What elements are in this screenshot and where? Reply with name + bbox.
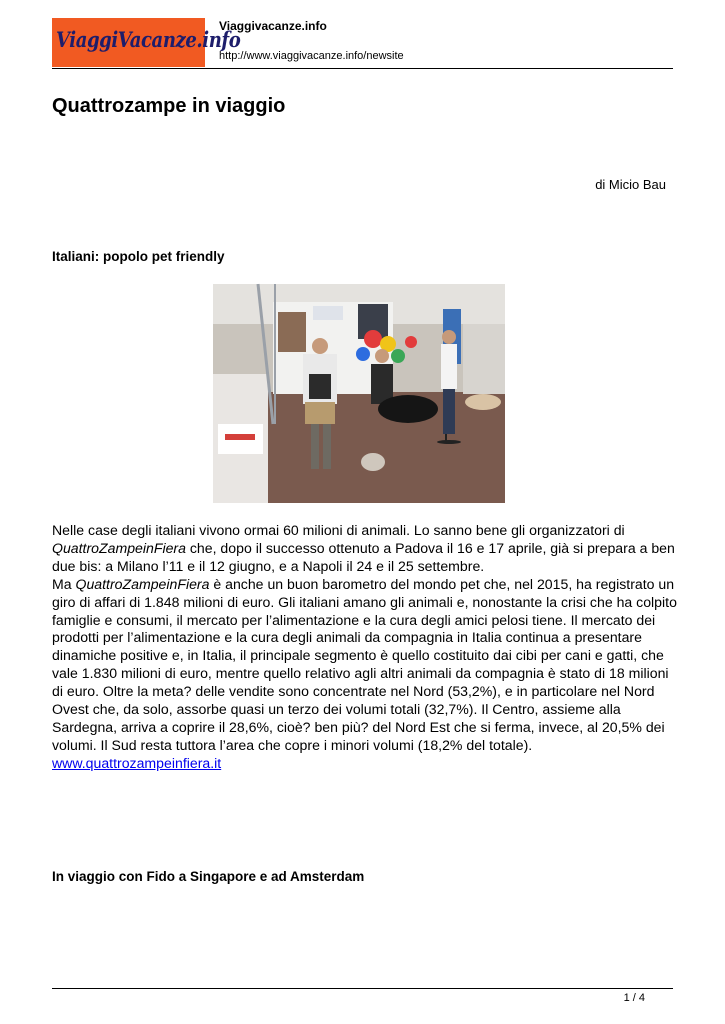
site-url: http://www.viaggivacanze.info/newsite	[219, 50, 404, 62]
logo-text: ViaggiVacanze.info	[56, 27, 241, 52]
paragraph-market	[52, 576, 680, 773]
article-body	[52, 522, 680, 773]
paragraph-intro-text-a: Nelle case degli italiani vivono ormai 60 milioni di animali. Lo sanno bene gli organizzatori di	[52, 522, 625, 538]
paragraph-market-text-b: è anche un buon barometro del mondo pet che, nel 2015, ha registrato un giro di affari di 1.848 milioni di euro. Gli italiani amano gli animali e, nonostante la crisi che ha colpito famiglie e consumi, il mercato per l’alimentazione e la cura degli amici pelosi tiene. Il mercato dei prodotti per l’alimentazione e la cura degli animali da compagnia in Italia continua a presentare dinamiche positive e, in Italia, il principale segmento è quello costituito dai cibi per cani e gatti, che vale 1.830 milioni di euro, mentre quello relativo agli altri animali da compagnia è stato di 18 milioni di euro. Oltre la meta? delle vendite sono concentrate nel Nord (53,2%), e in particolare nel Nord Ovest che, da solo, assorbe quasi un terzo dei volumi totali (32,7%). Il Centro, assieme alla Sardegna, arriva a coprire il 28,6%, cioè? ben più? del Nord Est che si ferma, invece, al 20,5% dei volumi. Il Sud resta tuttora l’area che copre i minori volumi (18,2% del totale).	[52, 575, 677, 753]
page-header	[52, 14, 673, 69]
footer-divider	[52, 988, 673, 989]
page-number: 1 / 4	[623, 992, 645, 1004]
fair-website-link[interactable]: www.quattrozampeinfiera.it	[52, 754, 222, 771]
section-heading-pet-friendly: Italiani: popolo pet friendly	[52, 249, 225, 264]
author-byline: di Micio Bau	[595, 177, 666, 192]
paragraph-intro-text-b: che, dopo il successo ottenuto a Padova il 16 e 17 aprile, già si prepara a ben due bis: a Milano l’11 e il 12 giugno, e a Napoli il 24 e il 25 settembre.	[52, 539, 675, 574]
fair-name-emphasis: QuattroZampeinFiera	[75, 575, 210, 592]
section-heading-singapore-amsterdam: In viaggio con Fido a Singapore e ad Amsterdam	[52, 869, 365, 884]
site-name: Viaggivacanze.info	[219, 19, 327, 33]
paragraph-market-text-a: Ma	[52, 575, 76, 592]
fair-name-emphasis: QuattroZampeinFiera	[52, 539, 186, 556]
article-title: Quattrozampe in viaggio	[52, 95, 286, 117]
site-logo[interactable]	[52, 18, 241, 67]
paragraph-intro	[52, 522, 680, 576]
pet-fair-photo	[213, 284, 505, 503]
